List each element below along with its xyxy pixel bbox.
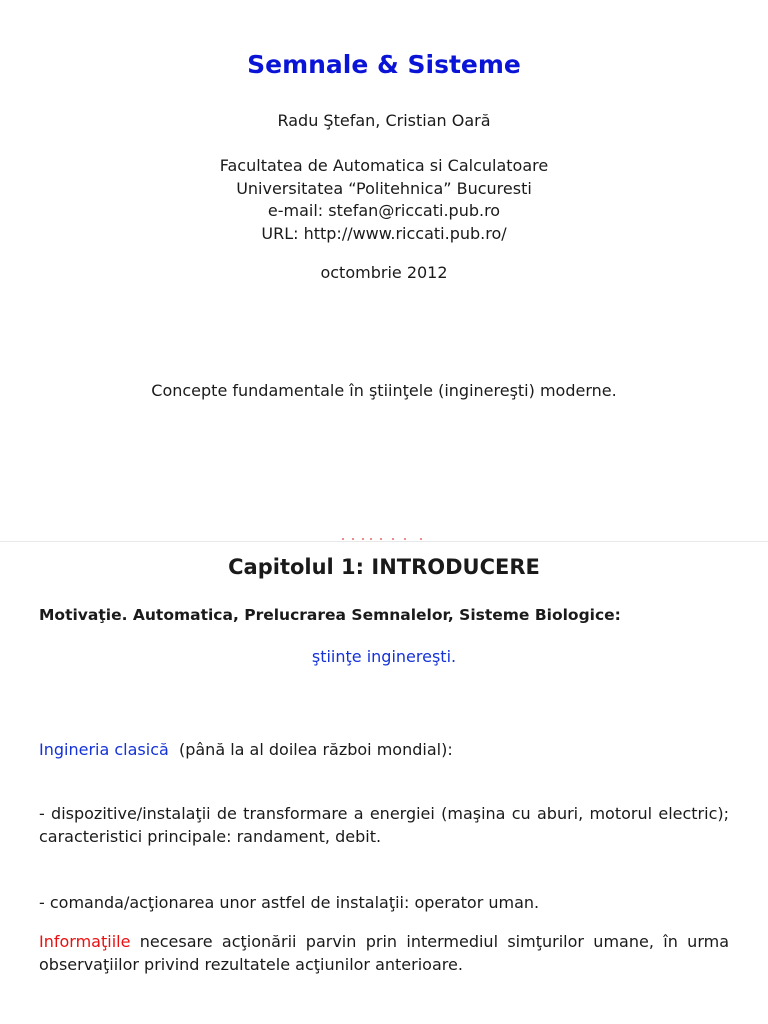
information-term: Informaţiile — [39, 932, 131, 951]
classic-engineering-paragraph — [39, 738, 729, 761]
motivation-heading: Motivaţie. Automatica, Prelucrarea Semnalelor, Sisteme Biologice: — [39, 606, 621, 624]
affiliation-university: Universitatea “Politehnica” Bucuresti — [236, 178, 532, 198]
document-date: octombrie 2012 — [320, 263, 448, 282]
affiliation-email: e-mail: stefan@riccati.pub.ro — [267, 201, 501, 220]
affiliation-url: URL: http://www.riccati.pub.ro/ — [261, 223, 507, 243]
chapter-title: Capitolul 1: INTRODUCERE — [228, 555, 540, 579]
authors: Radu Ştefan, Cristian Oară — [277, 111, 491, 130]
human-operator-paragraph: - comanda/acţionarea unor astfel de instalaţii: operator uman. — [39, 893, 540, 912]
classic-engineering-term: Ingineria clasică — [39, 740, 169, 759]
affiliation-block — [0, 155, 768, 245]
slide-divider — [0, 541, 768, 542]
information-paragraph — [39, 930, 729, 976]
engineering-sciences: ştiinţe inginereşti. — [311, 647, 457, 666]
energy-devices-paragraph: - dispozitive/instalaţii de transformare a energiei (maşina cu aburi, motorul electric); caracteristici principale: randament, debit. — [39, 804, 729, 846]
concept-line: Concepte fundamentale în ştiinţele (inginereşti) moderne. — [151, 381, 617, 400]
document-title: Semnale & Sisteme — [247, 50, 521, 79]
information-rest: necesare acţionării parvin prin intermediul simţurilor umane, în urma observaţiilor privind rezultatele acţiunilor anterioare. — [39, 932, 729, 974]
affiliation-faculty: Facultatea de Automatica si Calculatoare — [219, 156, 549, 175]
classic-engineering-rest: (până la al doilea război mondial): — [168, 740, 453, 759]
